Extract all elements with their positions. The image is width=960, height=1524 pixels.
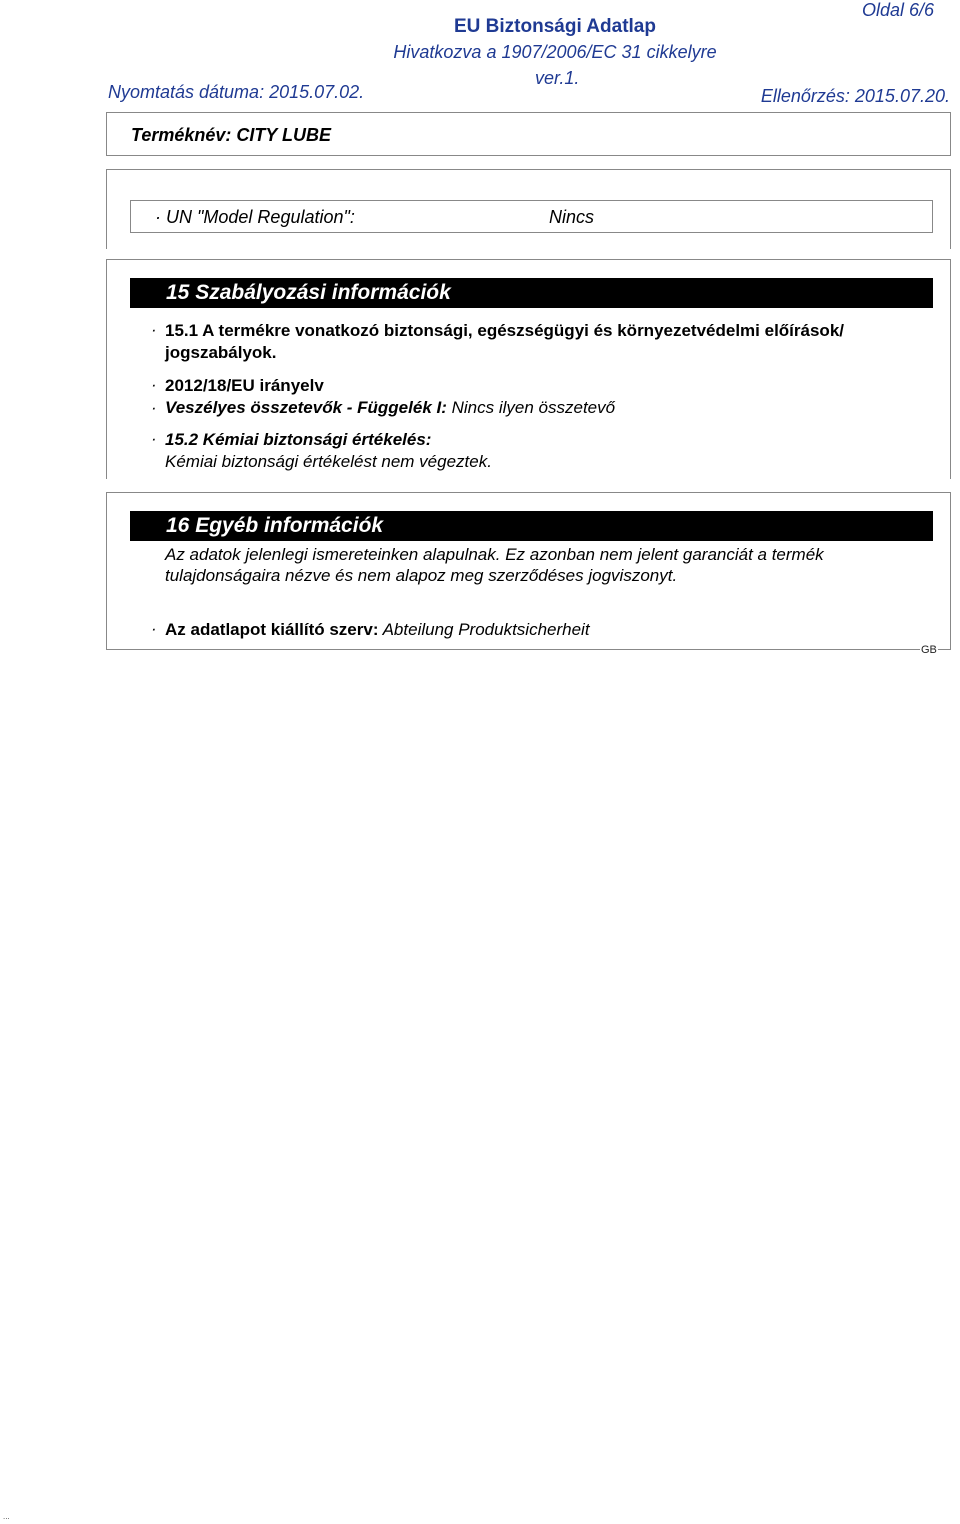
other-info-line-2: tulajdonságaira nézve és nem alapoz meg szerződéses jogviszonyt.	[165, 566, 678, 585]
directive-line: 2012/18/EU irányelv	[165, 376, 324, 395]
un-model-label: UN "Model Regulation":	[166, 207, 355, 227]
version-label: ver.1.	[535, 68, 580, 88]
chemical-safety-value: Kémiai biztonsági értékelést nem végeztek.	[165, 452, 492, 471]
item-15-1-cont: jogszabályok.	[165, 343, 277, 362]
check-date: Ellenőrzés: 2015.07.20.	[760, 86, 950, 106]
hazardous-components-label: Veszélyes összetevők - Függelék I:	[165, 398, 447, 417]
bullet: ·	[151, 375, 157, 394]
issuer-value: Abteilung Produktsicherheit	[382, 620, 590, 639]
country-tag: GB	[921, 644, 937, 656]
other-info-line-1: Az adatok jelenlegi ismereteinken alapulnak. Ez azonban nem jelent garanciát a termék	[165, 545, 824, 564]
section-15-heading	[130, 278, 933, 308]
document-subtitle: Hivatkozva a 1907/2006/EC 31 cikkelyre	[393, 42, 717, 62]
item-15-1: 15.1 A termékre vonatkozó biztonsági, egészségügyi és környezetvédelmi előírások/	[165, 321, 844, 340]
issuer-row	[165, 620, 590, 640]
page-number: Oldal 6/6	[861, 0, 934, 20]
bullet: ·	[151, 429, 157, 448]
section-15-title: 15 Szabályozási információk	[166, 281, 451, 304]
chemical-safety-label: 15.2 Kémiai biztonsági értékelés:	[165, 430, 432, 449]
section-16-title: 16 Egyéb információk	[166, 514, 384, 537]
hazardous-components-row	[165, 398, 615, 418]
bullet: ·	[151, 320, 157, 339]
hazardous-components-value: Nincs ilyen összetevő	[451, 398, 616, 417]
document-title: EU Biztonsági Adatlap	[454, 16, 656, 37]
footer-mark: ...	[3, 1512, 10, 1521]
product-name: Terméknév: CITY LUBE	[131, 125, 332, 145]
un-model-value: Nincs	[549, 207, 595, 227]
bullet: ·	[151, 619, 157, 638]
section-16-heading	[130, 511, 933, 541]
print-date: Nyomtatás dátuma: 2015.07.02.	[108, 82, 365, 102]
bullet: ·	[151, 398, 157, 417]
bullet: ·	[155, 207, 161, 227]
un-model-regulation-row	[130, 200, 933, 233]
product-name-box	[106, 112, 951, 156]
issuer-label: Az adatlapot kiállító szerv:	[165, 620, 379, 639]
